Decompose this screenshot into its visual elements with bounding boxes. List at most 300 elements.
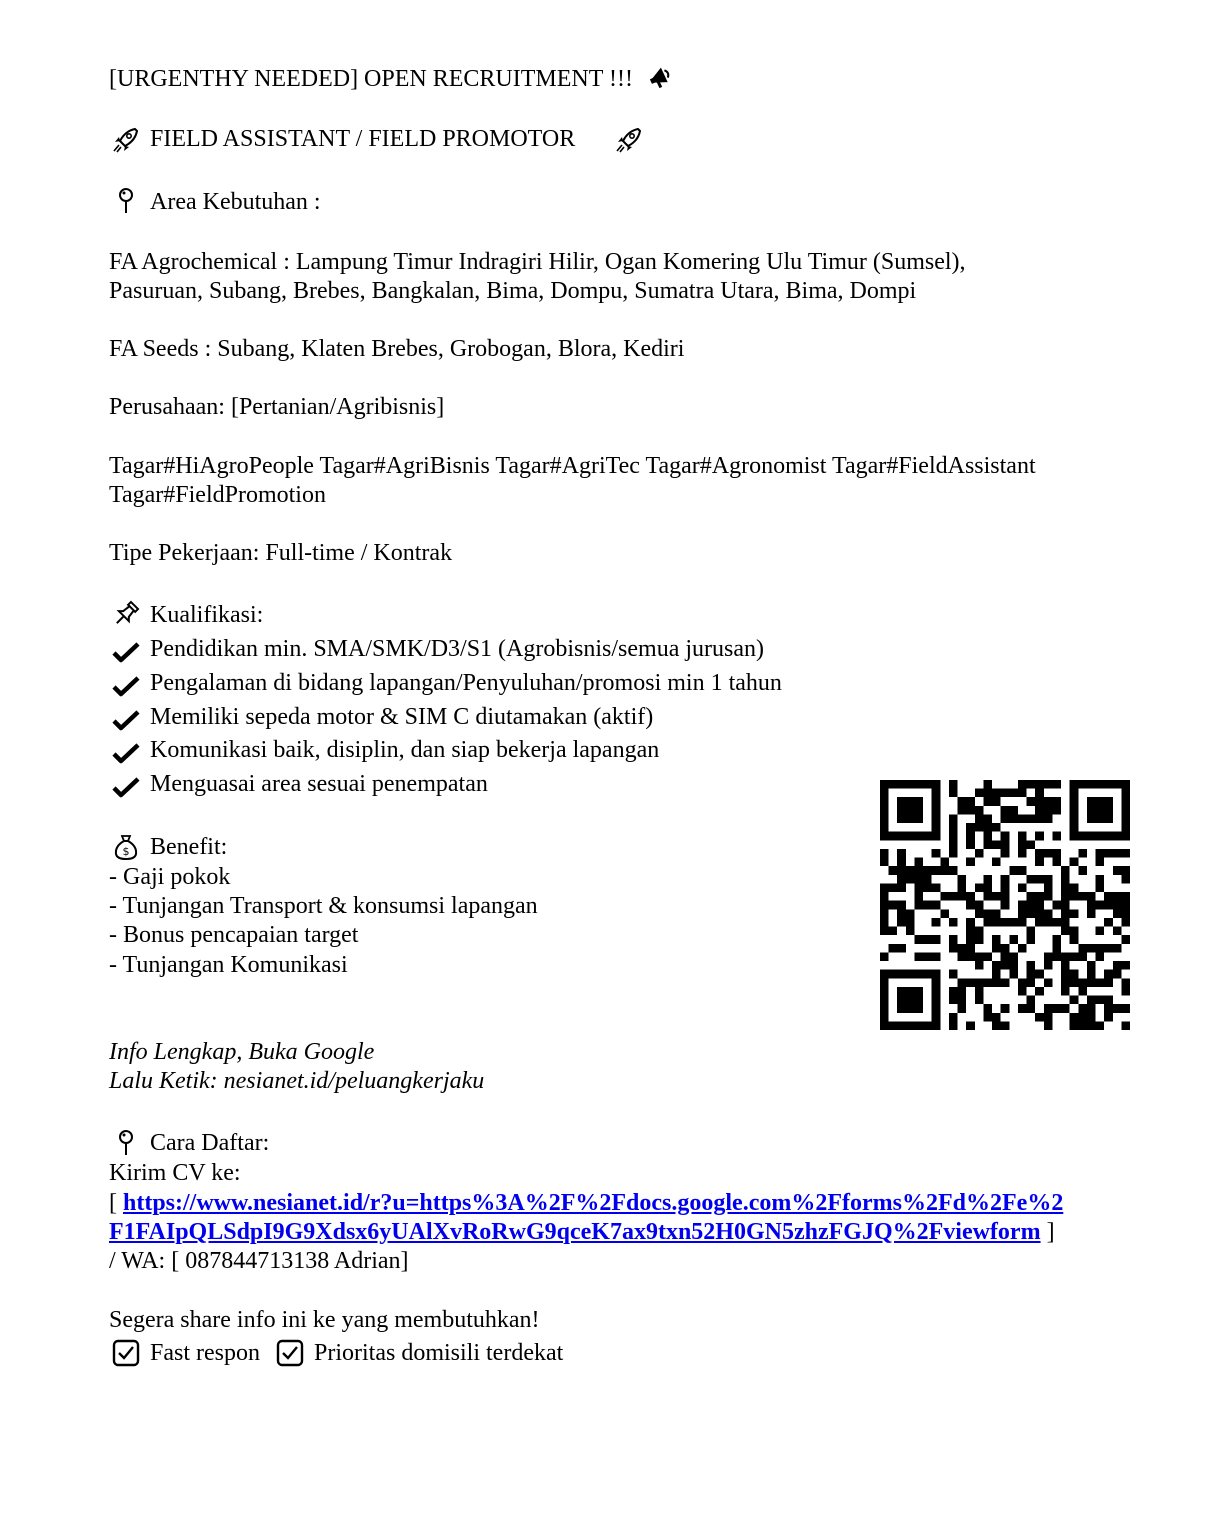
qr-module: [1061, 892, 1070, 901]
qr-module: [1087, 909, 1096, 918]
qr-module: [1009, 952, 1018, 961]
apply-label: Cara Daftar:: [150, 1130, 270, 1156]
qr-module: [1078, 1021, 1087, 1030]
qr-module: [975, 952, 984, 961]
application-link-continued[interactable]: F1FAIpQLSdpI9G9Xdsx6yUAlXvRoRwG9qceK7ax9txn52H0GN5zhzFGJQ%2Fviewform: [109, 1219, 1041, 1245]
qr-module: [1044, 909, 1053, 918]
qr-module: [1018, 849, 1027, 858]
qr-module: [906, 866, 915, 875]
qr-module: [966, 797, 975, 806]
qr-module: [932, 814, 941, 823]
qr-module: [992, 1021, 1001, 1030]
qr-module: [1052, 849, 1061, 858]
qr-module: [914, 935, 923, 944]
qr-module: [914, 883, 923, 892]
qr-module: [1121, 789, 1130, 798]
qr-module: [1070, 806, 1079, 815]
qr-module: [932, 789, 941, 798]
qr-module: [983, 892, 992, 901]
qr-module: [1104, 832, 1113, 841]
qr-module: [932, 866, 941, 875]
qr-module: [958, 987, 967, 996]
qr-module: [1104, 892, 1113, 901]
qr-module: [940, 858, 949, 867]
qr-module: [1035, 780, 1044, 789]
qr-module: [1018, 944, 1027, 953]
qr-module: [975, 978, 984, 987]
qr-module: [880, 970, 889, 979]
qr-module: [1009, 866, 1018, 875]
qr-module: [949, 996, 958, 1005]
qr-module: [1070, 780, 1079, 789]
qr-module: [1009, 814, 1018, 823]
check-mark-icon: [111, 705, 141, 735]
qr-module: [975, 806, 984, 815]
qr-module: [880, 858, 889, 867]
qr-module: [923, 832, 932, 841]
qr-module: [975, 961, 984, 970]
qr-module: [958, 806, 967, 815]
qr-module: [1070, 883, 1079, 892]
qr-module: [923, 901, 932, 910]
qr-module: [1078, 1004, 1087, 1013]
qr-module: [1121, 866, 1130, 875]
qr-module: [897, 832, 906, 841]
qr-module: [906, 927, 915, 936]
qr-module: [932, 849, 941, 858]
qr-module: [932, 797, 941, 806]
qr-module: [889, 883, 898, 892]
qr-module: [1035, 970, 1044, 979]
qr-module: [897, 875, 906, 884]
qr-module: [1009, 789, 1018, 798]
qr-module: [966, 901, 975, 910]
qr-module: [897, 858, 906, 867]
qr-module: [1104, 780, 1113, 789]
qr-module: [932, 780, 941, 789]
qr-module: [932, 935, 941, 944]
qr-module: [1096, 858, 1105, 867]
qualification-item: Komunikasi baik, disiplin, dan siap bekerja lapangan: [150, 737, 660, 763]
qr-module: [966, 1021, 975, 1030]
qr-module: [1018, 832, 1027, 841]
qr-module: [914, 780, 923, 789]
qr-module: [1078, 1013, 1087, 1022]
qr-module: [1052, 780, 1061, 789]
megaphone-icon: [647, 62, 677, 92]
qr-module: [1121, 849, 1130, 858]
qr-module: [1044, 1013, 1053, 1022]
qr-module: [1035, 987, 1044, 996]
qr-module: [949, 823, 958, 832]
qr-module: [1121, 823, 1130, 832]
qr-module: [992, 935, 1001, 944]
check-mark-icon: [111, 738, 141, 768]
qr-module: [1121, 892, 1130, 901]
qr-module: [1044, 806, 1053, 815]
qr-module: [1096, 806, 1105, 815]
qr-module: [1096, 797, 1105, 806]
apply-url-row-2: [109, 1217, 1055, 1247]
fa-agrochemical-line-1: FA Agrochemical : Lampung Timur Indragiri Hilir, Ogan Komering Ulu Timur (Sumsel),: [109, 249, 966, 275]
fa-agrochemical-line-2: Pasuruan, Subang, Brebes, Bangkalan, Bima, Dompu, Sumatra Utara, Bima, Dompi: [109, 278, 917, 304]
qr-module: [1070, 927, 1079, 936]
qr-module: [932, 918, 941, 927]
qr-module: [1027, 1004, 1036, 1013]
benefit-item: - Bonus pencapaian target: [109, 922, 359, 948]
qr-module: [1070, 858, 1079, 867]
benefit-item: - Tunjangan Transport & konsumsi lapangan: [109, 893, 538, 919]
qr-module: [1027, 909, 1036, 918]
qr-module: [932, 978, 941, 987]
qr-module: [1061, 978, 1070, 987]
rocket-icon: [614, 125, 644, 155]
qr-module: [1096, 814, 1105, 823]
qr-module: [1009, 806, 1018, 815]
qr-module: [949, 1013, 958, 1022]
qr-module: [1001, 1004, 1010, 1013]
qr-module: [880, 797, 889, 806]
round-pushpin-icon: [111, 186, 141, 216]
qr-module: [1096, 952, 1105, 961]
qr-module: [1027, 797, 1036, 806]
qr-module: [1018, 1004, 1027, 1013]
qr-module: [983, 832, 992, 841]
qr-module: [992, 892, 1001, 901]
qr-module: [992, 789, 1001, 798]
qr-module: [914, 832, 923, 841]
qr-module: [880, 883, 889, 892]
qr-module: [958, 892, 967, 901]
qr-module: [992, 909, 1001, 918]
qr-module: [1121, 987, 1130, 996]
qr-module: [966, 823, 975, 832]
qr-module: [1104, 797, 1113, 806]
qr-module: [1018, 987, 1027, 996]
qr-module: [914, 970, 923, 979]
qr-module: [1104, 814, 1113, 823]
qr-module: [897, 901, 906, 910]
qr-module: [975, 987, 984, 996]
qr-module: [906, 832, 915, 841]
qr-module: [880, 996, 889, 1005]
qr-module: [1061, 970, 1070, 979]
qr-module: [949, 866, 958, 875]
qr-module: [983, 1013, 992, 1022]
qr-module: [1044, 875, 1053, 884]
qr-module: [1078, 780, 1087, 789]
qr-module: [897, 944, 906, 953]
qr-module: [1104, 1013, 1113, 1022]
qr-module: [880, 849, 889, 858]
qr-module: [983, 952, 992, 961]
qr-module: [880, 978, 889, 987]
qr-module: [897, 866, 906, 875]
apply-url-row-1: [109, 1188, 1063, 1218]
qr-module: [1044, 780, 1053, 789]
qr-module: [949, 789, 958, 798]
qr-module: [1052, 858, 1061, 867]
qr-module: [1078, 866, 1087, 875]
qr-module: [889, 901, 898, 910]
qr-module: [1113, 970, 1122, 979]
qr-module: [1027, 780, 1036, 789]
headline: [URGENTHY NEEDED] OPEN RECRUITMENT !!!: [109, 66, 633, 92]
qr-module: [983, 780, 992, 789]
qr-module: [1035, 892, 1044, 901]
qr-module: [1113, 909, 1122, 918]
application-link[interactable]: https://www.nesianet.id/r?u=https%3A%2F%2Fdocs.google.com%2Fforms%2Fd%2Fe%2: [123, 1190, 1064, 1216]
qr-module: [1044, 814, 1053, 823]
qr-module: [897, 883, 906, 892]
qr-module: [1113, 1004, 1122, 1013]
qr-module: [932, 987, 941, 996]
qr-module: [1121, 780, 1130, 789]
qr-module: [1001, 952, 1010, 961]
qr-module: [880, 918, 889, 927]
company: Perusahaan: [Pertanian/Agribisnis]: [109, 394, 445, 420]
qualification-item: Pendidikan min. SMA/SMK/D3/S1 (Agrobisnis/semua jurusan): [150, 636, 765, 662]
qr-module: [1052, 952, 1061, 961]
qr-module: [1035, 806, 1044, 815]
qr-module: [1087, 780, 1096, 789]
qr-module: [1096, 849, 1105, 858]
qr-module: [1018, 814, 1027, 823]
qr-module: [914, 858, 923, 867]
qr-module: [906, 814, 915, 823]
checked-box-icon: [111, 1338, 141, 1368]
qr-module: [880, 1021, 889, 1030]
qr-module: [914, 806, 923, 815]
qr-module: [975, 849, 984, 858]
qr-module: [1027, 901, 1036, 910]
qr-module: [1121, 832, 1130, 841]
qr-module: [1061, 987, 1070, 996]
qr-module: [923, 866, 932, 875]
qr-module: [932, 1004, 941, 1013]
qr-module: [1001, 892, 1010, 901]
qr-module: [983, 918, 992, 927]
qr-module: [983, 875, 992, 884]
qr-module: [983, 797, 992, 806]
info-line-2: Lalu Ketik: nesianet.id/peluangkerjaku: [109, 1068, 485, 1094]
qr-module: [1027, 875, 1036, 884]
qr-module: [914, 1021, 923, 1030]
qr-module: [1061, 909, 1070, 918]
qr-module: [1001, 978, 1010, 987]
qr-module: [1027, 814, 1036, 823]
qr-module: [897, 987, 906, 996]
qr-module: [1044, 797, 1053, 806]
qr-module: [1070, 909, 1079, 918]
qr-module: [932, 996, 941, 1005]
qr-module: [897, 814, 906, 823]
qr-module: [906, 987, 915, 996]
qr-module: [1121, 814, 1130, 823]
qr-module: [958, 797, 967, 806]
qr-module: [1001, 875, 1010, 884]
qr-module: [906, 1004, 915, 1013]
qr-module: [1001, 832, 1010, 841]
qr-module: [932, 806, 941, 815]
qr-module: [949, 970, 958, 979]
qr-module: [1052, 901, 1061, 910]
qr-module: [923, 875, 932, 884]
qr-module: [1113, 866, 1122, 875]
qr-module: [906, 918, 915, 927]
qr-module: [949, 918, 958, 927]
qr-module: [880, 823, 889, 832]
qr-module: [1044, 849, 1053, 858]
qr-module: [880, 814, 889, 823]
qr-module: [1035, 875, 1044, 884]
qr-module: [1070, 952, 1079, 961]
qr-module: [1104, 996, 1113, 1005]
qr-module: [1078, 849, 1087, 858]
qr-module: [1070, 789, 1079, 798]
qr-module: [1087, 814, 1096, 823]
qr-module: [949, 935, 958, 944]
qr-module: [897, 797, 906, 806]
qr-module: [1035, 858, 1044, 867]
qr-module: [914, 987, 923, 996]
qr-module: [906, 970, 915, 979]
qr-module: [1061, 927, 1070, 936]
qr-module: [906, 1021, 915, 1030]
qr-module: [914, 996, 923, 1005]
qr-module: [1087, 996, 1096, 1005]
qr-module: [932, 1021, 941, 1030]
qr-module: [940, 866, 949, 875]
qr-module: [880, 987, 889, 996]
qr-module: [880, 806, 889, 815]
qr-module: [1009, 961, 1018, 970]
qr-module: [949, 814, 958, 823]
area-label: Area Kebutuhan :: [150, 189, 321, 215]
qr-module: [1052, 935, 1061, 944]
qr-module: [1027, 996, 1036, 1005]
qr-module: [923, 952, 932, 961]
qr-module: [1035, 789, 1044, 798]
qr-module: [1121, 797, 1130, 806]
checked-box-icon: [275, 1338, 305, 1368]
qr-module: [1027, 961, 1036, 970]
qr-module: [1113, 780, 1122, 789]
qr-module: [992, 823, 1001, 832]
qr-module: [1096, 944, 1105, 953]
qr-module: [983, 789, 992, 798]
qr-module: [906, 996, 915, 1005]
qr-module: [897, 1021, 906, 1030]
qr-module: [1078, 987, 1087, 996]
qr-module: [1035, 909, 1044, 918]
qr-module: [958, 996, 967, 1005]
qr-module: [983, 883, 992, 892]
round-pushpin-icon: [111, 1128, 141, 1158]
qr-module: [1104, 918, 1113, 927]
qr-module: [966, 918, 975, 927]
qr-module: [1001, 789, 1010, 798]
qr-module: [966, 840, 975, 849]
qr-module: [889, 832, 898, 841]
qr-module: [1070, 978, 1079, 987]
qr-module: [966, 935, 975, 944]
qr-module: [966, 806, 975, 815]
qr-module: [880, 952, 889, 961]
qr-module: [958, 875, 967, 884]
qr-module: [958, 952, 967, 961]
qr-module: [889, 780, 898, 789]
qr-module: [1035, 832, 1044, 841]
qr-module: [958, 944, 967, 953]
qr-module: [889, 944, 898, 953]
qr-module: [1096, 901, 1105, 910]
qr-module: [1087, 892, 1096, 901]
qr-module: [1121, 961, 1130, 970]
qr-module: [1078, 832, 1087, 841]
qr-module: [1001, 814, 1010, 823]
qr-module: [1078, 952, 1087, 961]
qr-module: [1113, 961, 1122, 970]
qr-module: [923, 883, 932, 892]
qr-module: [983, 1004, 992, 1013]
qr-module: [932, 832, 941, 841]
qr-module: [1018, 866, 1027, 875]
qr-module: [914, 1004, 923, 1013]
svg-text:$: $: [122, 845, 130, 858]
qr-module: [1121, 935, 1130, 944]
qr-module: [983, 909, 992, 918]
qr-module: [983, 814, 992, 823]
qr-module: [1044, 1004, 1053, 1013]
qr-module: [889, 970, 898, 979]
qr-module: [983, 978, 992, 987]
qr-module: [1001, 944, 1010, 953]
qr-module: [1121, 901, 1130, 910]
qr-module: [897, 849, 906, 858]
qr-module: [880, 780, 889, 789]
qr-module: [975, 823, 984, 832]
qr-module: [880, 901, 889, 910]
qr-module: [1078, 944, 1087, 953]
qr-module: [975, 883, 984, 892]
qr-module: [1061, 918, 1070, 927]
qr-module: [1078, 892, 1087, 901]
qr-module: [975, 901, 984, 910]
qr-module: [992, 858, 1001, 867]
qr-module: [897, 996, 906, 1005]
qr-module: [958, 883, 967, 892]
qr-module: [940, 892, 949, 901]
qualifications-label: Kualifikasi:: [150, 602, 264, 628]
share-text: Segera share info ini ke yang membutuhkan!: [109, 1307, 540, 1333]
qr-module: [1018, 789, 1027, 798]
qr-module: [949, 944, 958, 953]
qr-module: [992, 797, 1001, 806]
headline-row: [109, 62, 677, 94]
qr-module: [1070, 823, 1079, 832]
qr-module: [1044, 952, 1053, 961]
qr-module: [880, 1004, 889, 1013]
qr-module: [1027, 840, 1036, 849]
qr-module: [966, 978, 975, 987]
qr-module: [949, 832, 958, 841]
qr-module: [966, 927, 975, 936]
qualification-item: Menguasai area sesuai penempatan: [150, 771, 488, 797]
qr-module: [1027, 978, 1036, 987]
qr-module: [1104, 970, 1113, 979]
qr-module: [1104, 849, 1113, 858]
